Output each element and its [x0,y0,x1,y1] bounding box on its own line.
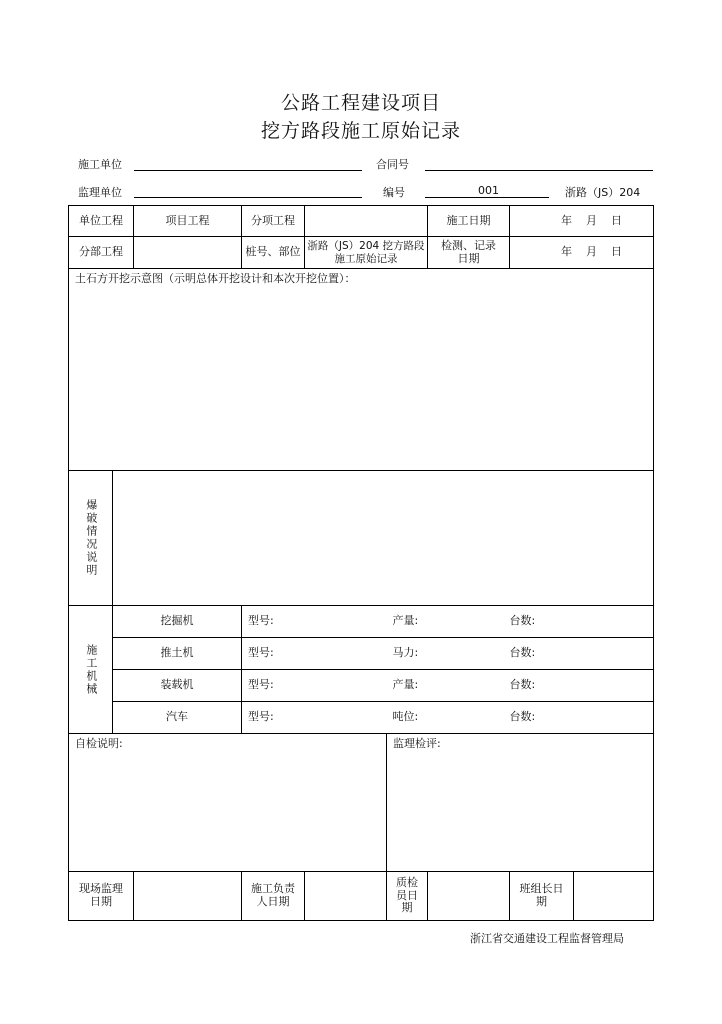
machine-count[interactable]: 台数: [510,702,654,734]
machine-model[interactable]: 型号: [242,670,387,702]
machinery-label: 施工机械 [84,643,98,696]
machine-tonnage[interactable]: 吨位: [387,702,510,734]
construction-lead-label: 施工负责人日期 [242,872,305,921]
machine-count[interactable]: 台数: [510,606,654,638]
construction-unit-label: 施工单位 [78,158,122,171]
supervision-review-area[interactable]: 监理检评: [387,734,654,872]
construction-lead-sign[interactable] [305,872,387,921]
blasting-label-cell [69,471,113,606]
division-label: 分部工程 [69,237,134,269]
site-supervisor-label: 现场监理日期 [69,872,134,921]
team-lead-label: 班组长日期 [510,872,574,921]
machine-count[interactable]: 台数: [510,638,654,670]
table-row [69,606,654,638]
inspection-date-label: 检测、记录日期 [428,237,510,269]
contract-no-field[interactable] [425,170,653,171]
machine-name: 汽车 [113,702,242,734]
machine-name: 挖掘机 [113,606,242,638]
station-label: 桩号、部位 [242,237,305,269]
table-row [69,471,654,606]
blasting-label: 爆破情况说明 [84,499,98,577]
self-check-area[interactable]: 自检说明: [69,734,387,872]
serial-no-value: 001 [478,184,499,197]
site-supervisor-sign[interactable] [134,872,242,921]
machine-model[interactable]: 型号: [242,638,387,670]
contract-no-label: 合同号 [376,158,409,171]
team-lead-sign[interactable] [574,872,654,921]
supervision-unit-label: 监理单位 [78,186,122,199]
record-form-table [68,205,654,921]
form-name: 浙路（JS）204 挖方路段施工原始记录 [305,237,428,269]
table-row [69,206,654,237]
table-row [69,872,654,921]
machine-model[interactable]: 型号: [242,606,387,638]
inspection-date-value[interactable]: 年 月 日 [510,237,654,269]
table-row [69,702,654,734]
machine-name: 装载机 [113,670,242,702]
blasting-area[interactable] [113,471,654,606]
construction-date-value[interactable]: 年 月 日 [510,206,654,237]
serial-no-field[interactable] [425,197,549,198]
unit-project-value[interactable]: 项目工程 [134,206,242,237]
table-row [69,638,654,670]
construction-unit-field[interactable] [134,170,362,171]
machine-output[interactable]: 产量: [387,670,510,702]
sketch-area[interactable]: 土石方开挖示意图（示明总体开挖设计和本次开挖位置）： [69,269,654,471]
table-row [69,237,654,269]
machine-name: 推土机 [113,638,242,670]
sub-item-value[interactable] [305,206,428,237]
serial-no-label: 编号 [383,186,405,199]
machine-model[interactable]: 型号: [242,702,387,734]
machinery-label-cell [69,606,113,734]
page-title: 公路工程建设项目 [280,92,441,114]
construction-date-label: 施工日期 [428,206,510,237]
machine-horsepower[interactable]: 马力: [387,638,510,670]
quality-inspector-sign[interactable] [428,872,510,921]
machine-count[interactable]: 台数: [510,670,654,702]
authority-footer: 浙江省交通建设工程监督管理局 [470,932,624,945]
unit-project-label: 单位工程 [69,206,134,237]
table-row [69,734,654,872]
supervision-unit-field[interactable] [134,197,362,198]
sub-item-label: 分项工程 [242,206,305,237]
page-subtitle: 挖方路段施工原始记录 [260,120,461,142]
quality-inspector-label: 质检员日期 [387,872,428,921]
table-row [69,269,654,471]
table-row [69,670,654,702]
machine-output[interactable]: 产量: [387,606,510,638]
form-code: 浙路（JS）204 [565,186,641,199]
division-value[interactable] [134,237,242,269]
